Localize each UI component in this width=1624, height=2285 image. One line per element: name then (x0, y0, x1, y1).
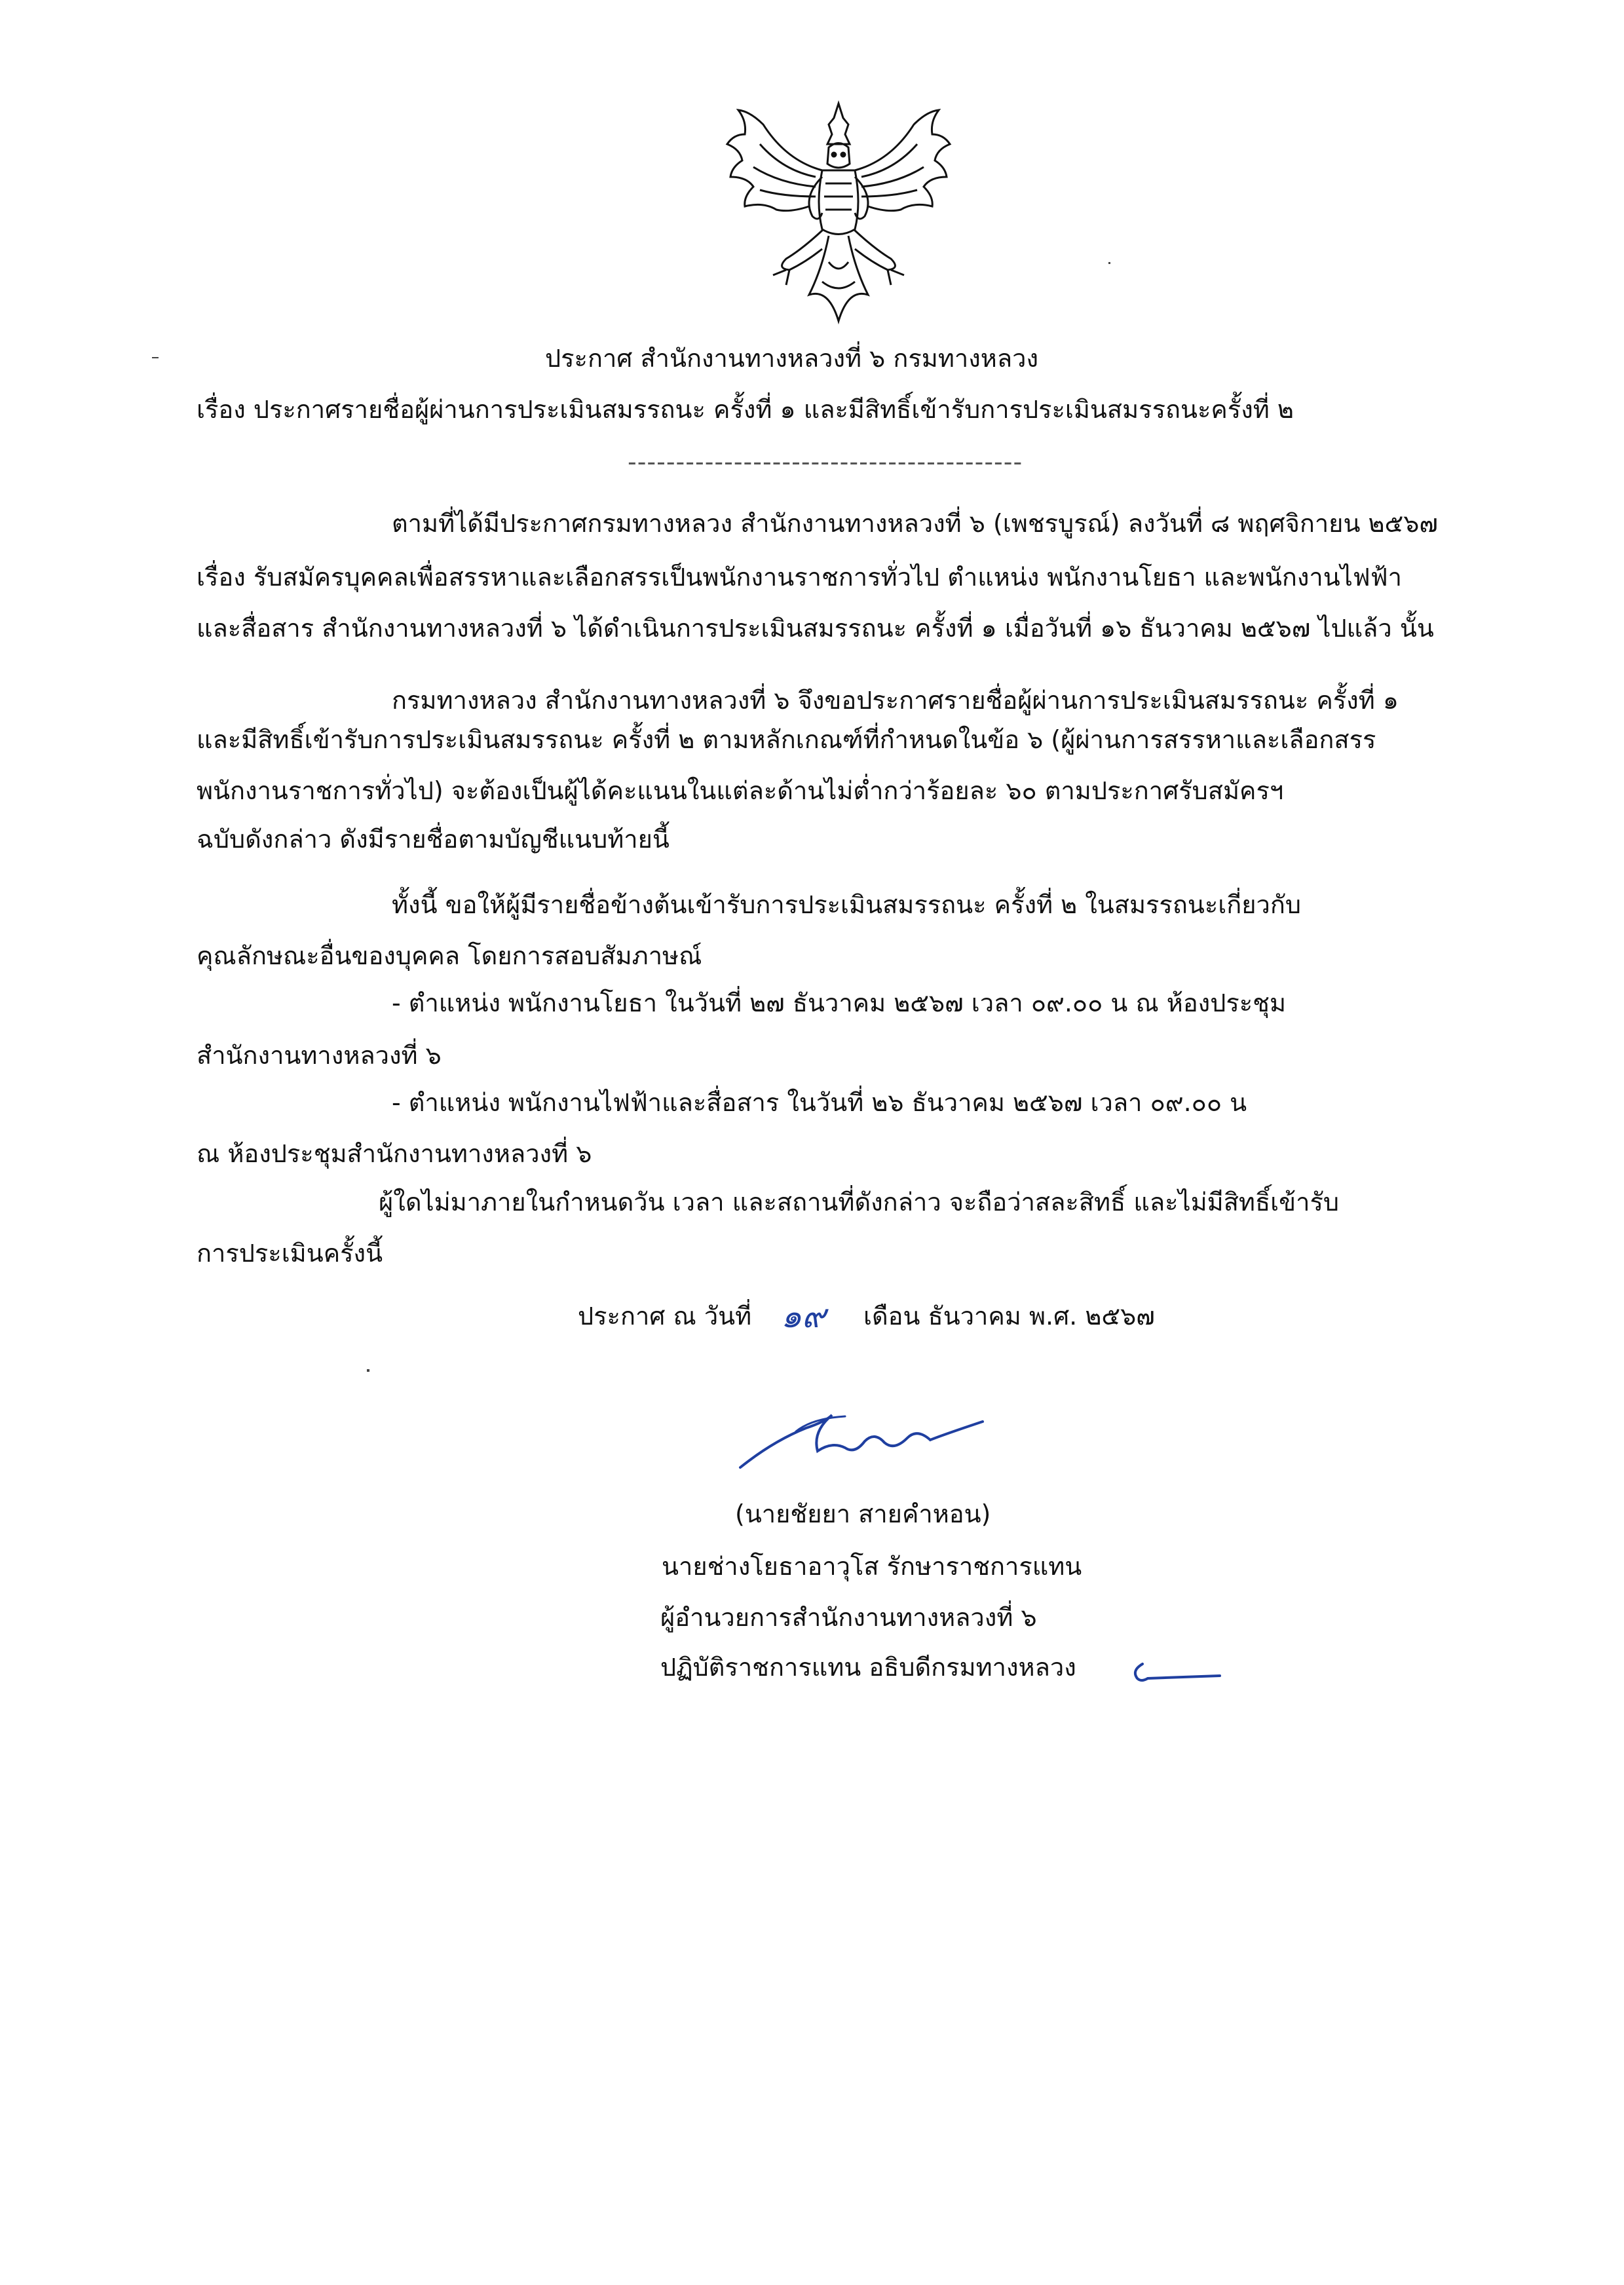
item-2-line-1: - ตำแหน่ง พนักงานไฟฟ้าและสื่อสาร ในวันที่ ๒๖ ธันวาคม ๒๕๖๗ เวลา ๐๙.๐๐ น (392, 1088, 1247, 1117)
dateline-suffix: เดือน ธันวาคม พ.ศ. ๒๕๖๗ (863, 1302, 1155, 1331)
scan-speck (1108, 262, 1110, 264)
signatory-title-1: นายช่างโยธาอาวุโส รักษาราชการแทน (662, 1552, 1082, 1581)
item-1-line-2: สำนักงานทางหลวงที่ ๖ (197, 1041, 442, 1070)
announcement-title: ประกาศ สำนักงานทางหลวงที่ ๖ กรมทางหลวง (545, 344, 1039, 373)
signatory-title-2: ผู้อำนวยการสำนักงานทางหลวงที่ ๖ (660, 1603, 1037, 1632)
scan-speck (367, 1369, 369, 1372)
paragraph-1-line-3: และสื่อสาร สำนักงานทางหลวงที่ ๖ ได้ดำเนินการประเมินสมรรถนะ ครั้งที่ ๑ เมื่อวันที่ ๑๖ ธันวาคม ๒๕๖๗ ไปแล้ว นั้น (197, 614, 1434, 643)
paragraph-2-line-3: พนักงานราชการทั่วไป) จะต้องเป็นผู้ได้คะแนนในแต่ละด้านไม่ต่ำกว่าร้อยละ ๖๐ ตามประกาศรับสมัครฯ (197, 776, 1284, 805)
paragraph-4-line-1: ผู้ใดไม่มาภายในกำหนดวัน เวลา และสถานที่ดังกล่าว จะถือว่าสละสิทธิ์ และไม่มีสิทธิ์เข้ารับ (379, 1188, 1339, 1217)
paragraph-2-line-2: และมีสิทธิ์เข้ารับการประเมินสมรรถนะ ครั้งที่ ๒ ตามหลักเกณฑ์ที่กำหนดในข้อ ๖ (ผู้ผ่านการสรรหาและเลือกสรร (197, 725, 1376, 754)
paragraph-2-line-4: ฉบับดังกล่าว ดังมีรายชื่อตามบัญชีแนบท้ายนี้ (197, 825, 670, 854)
signatory-name: (นายชัยยา สายคำหอน) (735, 1500, 991, 1528)
announcement-subject: เรื่อง ประกาศรายชื่อผู้ผ่านการประเมินสมรรถนะ ครั้งที่ ๑ และมีสิทธิ์เข้ารับการประเมินสมรรถนะครั้งที่ ๒ (197, 395, 1294, 424)
item-2-line-2: ณ ห้องประชุมสำนักงานทางหลวงที่ ๖ (197, 1139, 592, 1168)
dateline-prefix: ประกาศ ณ วันที่ (578, 1302, 752, 1331)
paragraph-3-line-2: คุณลักษณะอื่นของบุคคล โดยการสอบสัมภาษณ์ (197, 941, 702, 970)
garuda-emblem-icon (724, 98, 953, 333)
scan-speck (152, 357, 159, 358)
paragraph-3-line-1: ทั้งนี้ ขอให้ผู้มีรายชื่อข้างต้นเข้ารับการประเมินสมรรถนะ ครั้งที่ ๒ ในสมรรถนะเกี่ยวกับ (392, 890, 1301, 919)
item-1-line-1: - ตำแหน่ง พนักงานโยธา ในวันที่ ๒๗ ธันวาคม ๒๕๖๗ เวลา ๐๙.๐๐ น ณ ห้องประชุม (392, 989, 1286, 1017)
header-divider: ----------------------------------------- (628, 447, 1023, 476)
signatory-title-3: ปฏิบัติราชการแทน อธิบดีกรมทางหลวง (660, 1653, 1076, 1682)
paragraph-2-line-1: กรมทางหลวง สำนักงานทางหลวงที่ ๖ จึงขอประกาศรายชื่อผู้ผ่านการประเมินสมรรถนะ ครั้งที่ ๑ (392, 686, 1399, 715)
paragraph-1-line-2: เรื่อง รับสมัครบุคคลเพื่อสรรหาและเลือกสรรเป็นพนักงานราชการทั่วไป ตำแหน่ง พนักงานโยธา และพนักงานไฟฟ้า (197, 563, 1402, 592)
initial-mark (1128, 1651, 1226, 1690)
signature-scribble (734, 1402, 1009, 1481)
paragraph-1-line-1: ตามที่ได้มีประกาศกรมทางหลวง สำนักงานทางหลวงที่ ๖ (เพชรบูรณ์) ลงวันที่ ๘ พฤศจิกายน ๒๕๖๗ (392, 509, 1439, 538)
handwritten-day: ๑๙ (781, 1297, 826, 1335)
paragraph-4-line-2: การประเมินครั้งนี้ (197, 1239, 383, 1268)
